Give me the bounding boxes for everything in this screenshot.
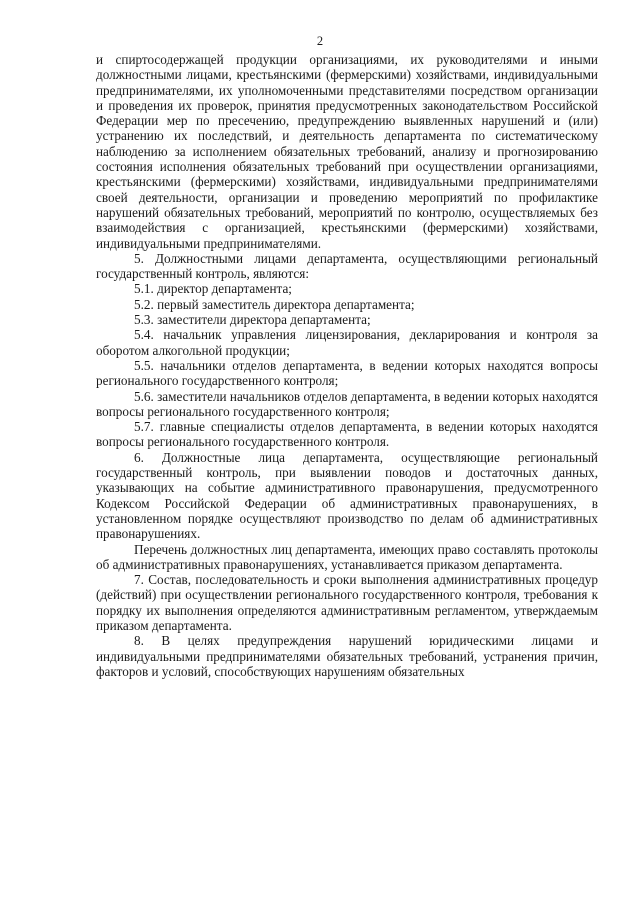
document-body — [96, 52, 598, 679]
paragraph-8: 8. В целях предупреждения нарушений юридическими лицами и индивидуальными предпринимателями обязательных требований, устранения причин, факторов и условий, способствующих нарушениям обязательных — [96, 633, 598, 679]
paragraph-6-list: Перечень должностных лиц департамента, имеющих право составлять протоколы об административных правонарушениях, устанавливается приказом департамента. — [96, 541, 598, 572]
paragraph-5-1: 5.1. директор департамента; — [134, 281, 292, 297]
paragraph-5-7: 5.7. главные специалисты отделов департамента, в ведении которых находятся вопросы регионального государственного контроля. — [96, 419, 598, 450]
page-number: 2 — [316, 34, 324, 48]
paragraph-7: 7. Состав, последовательность и сроки выполнения административных процедур (действий) при осуществлении регионального государственного контроля, требования к порядку их выполнения определяются административным регламентом, утверждаемым приказом департамента. — [96, 572, 598, 633]
paragraph-5: 5. Должностными лицами департамента, осуществляющими региональный государственный контроль, являются: — [96, 250, 598, 282]
paragraph-continuation: и спиртосодержащей продукции организациями, их руководителями и иными должностными лицами, крестьянскими (фермерскими) хозяйствами, индивидуальными предпринимателями, их уполномоченными представителями посредством организации и проведения их проверок, принятия предусмотренных законодательством Российской Федерации мер по пресечению, предупреждению выявленных нарушений и (или) устранению их последствий, и деятельность департамента по систематическому наблюдению за исполнением обязательных требований, анализу и прогнозированию состояния исполнения обязательных требований при осуществлении организациями, крестьянскими (фермерскими) хозяйствами, индивидуальными предпринимателями своей деятельности, организации и проведению мероприятий по профилактике нарушений обязательных требований, мероприятий по контролю, осуществляемых без взаимодействия с организацией, крестьянскими (фермерскими) хозяйствами, индивидуальными предпринимателями. — [96, 52, 598, 251]
paragraph-5-6: 5.6. заместители начальников отделов департамента, в ведении которых находятся вопросы регионального государственного контроля; — [96, 388, 598, 419]
paragraph-5-2: 5.2. первый заместитель директора департамента; — [134, 296, 415, 312]
paragraph-5-5: 5.5. начальники отделов департамента, в ведении которых находятся вопросы регионального государственного контроля; — [96, 357, 598, 389]
paragraph-6: 6. Должностные лица департамента, осуществляющие региональный государственный контроль, при выявлении поводов и достаточных данных, указывающих на событие административного правонарушения, предусмотренного Кодексом Российской Федерации об административных правонарушениях, в установленном порядке осуществляют производство по делам об административных правонарушениях. — [96, 449, 598, 542]
paragraph-5-4: 5.4. начальник управления лицензирования, декларирования и контроля за оборотом алкогольной продукции; — [96, 327, 598, 358]
paragraph-5-3: 5.3. заместители директора департамента; — [134, 312, 371, 328]
